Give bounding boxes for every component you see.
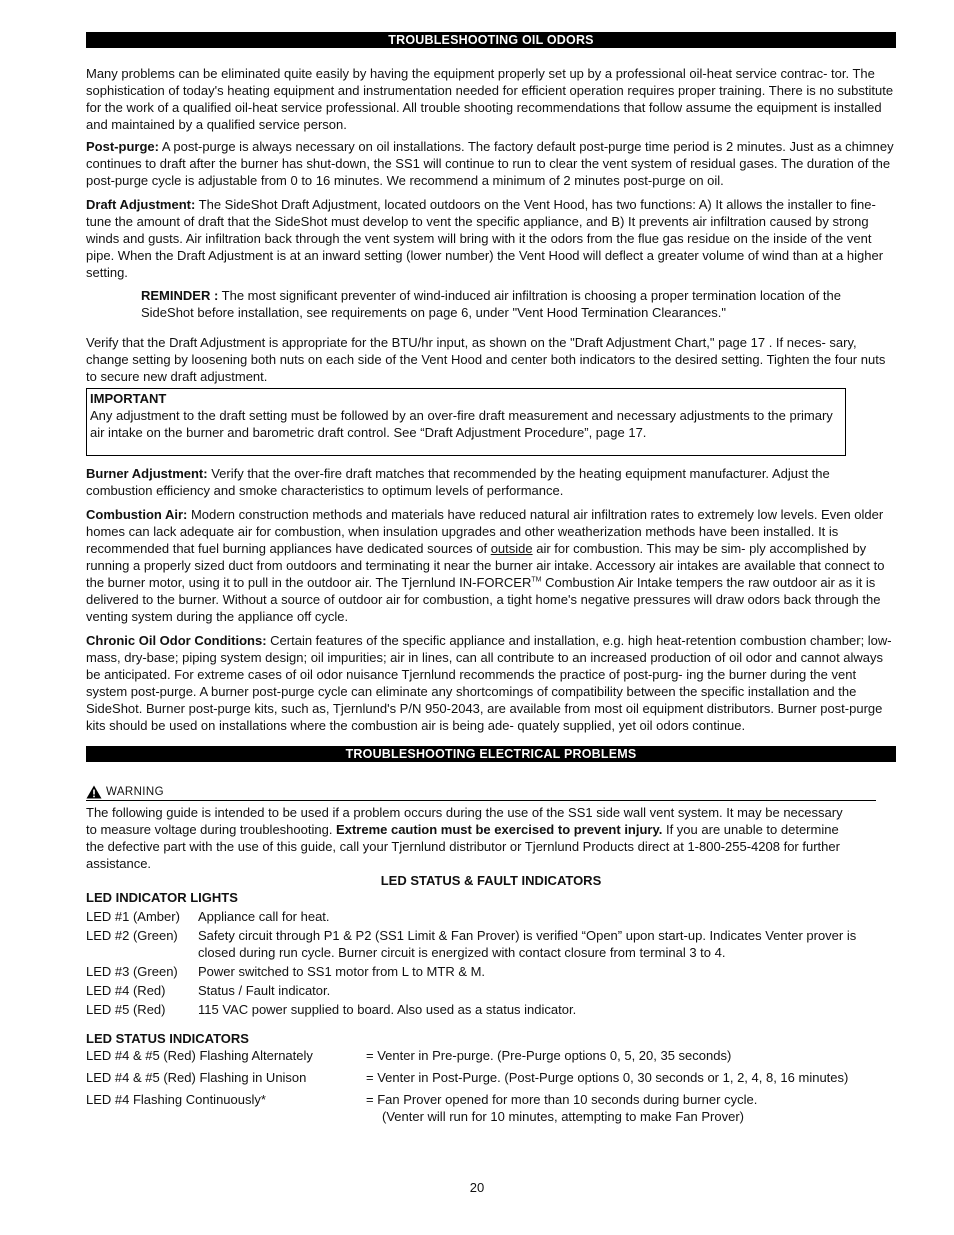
electrical-intro-paragraph <box>86 804 856 872</box>
draft-adjustment-paragraph <box>86 196 896 281</box>
led-row <box>86 1001 896 1018</box>
combustion-air-text-1: Modern construction methods and materials have reduced natural air infiltration rates to extremely low levels. Even older homes can lack adequate air for combustion, when insulation upgrades and other weatherization methods have been installed. It is recommended that fuel burning appliances have dedicated sources of <box>86 507 884 556</box>
reminder-paragraph <box>86 287 896 321</box>
reminder-text: The most significant preventer of wind-induced air infiltration is choosing a proper termination location of the SideShot before installation, see requirements on page 6, under "Vent Hood Termination Clearances." <box>141 288 841 320</box>
section-header-electrical: TROUBLESHOOTING ELECTRICAL PROBLEMS <box>86 746 896 762</box>
post-purge-text: A post-purge is always necessary on oil installations. The factory default post-purge time period is 2 minutes. Just as a chimney continues to draft after the burner has shut-down, the SS1 will continue to run to clear the vent system of residual gases. The duration of the post-purge cycle is adjustable from 0 to 16 minutes. We recommend a minimum of 2 minutes post-purge on oil. <box>86 139 894 188</box>
burner-adjustment-heading: Burner Adjustment: <box>86 466 208 481</box>
combustion-air-heading: Combustion Air: <box>86 507 188 522</box>
important-notice-box <box>86 388 846 456</box>
status-description-note: (Venter will run for 10 minutes, attempting to make Fan Prover) <box>382 1109 744 1124</box>
trademark-mark: TM <box>531 576 542 584</box>
status-description <box>366 1091 896 1125</box>
led-indicator-lights-title: LED INDICATOR LIGHTS <box>86 890 238 905</box>
status-label: LED #4 & #5 (Red) Flashing in Unison <box>86 1070 307 1085</box>
reminder-heading: REMINDER : <box>141 288 219 303</box>
led-description: 115 VAC power supplied to board. Also used as a status indicator. <box>198 1002 577 1017</box>
status-description: = Venter in Post-Purge. (Post-Purge options 0, 30 seconds or 1, 2, 4, 8, 16 minutes) <box>366 1070 849 1085</box>
status-row <box>86 1091 896 1125</box>
led-status-indicators-title: LED STATUS INDICATORS <box>86 1031 249 1046</box>
electrical-intro-text-2: If you are unable to determine the defective part with the use of this guide, call your Tjernlund distributor or Tjernlund Products direct at 1-800-255-4208 for further assistance. <box>86 822 840 871</box>
led-row <box>86 982 896 999</box>
draft-adjustment-text: The SideShot Draft Adjustment, located outdoors on the Vent Hood, has two functions: A) It allows the installer to fine-tune the amount of draft that the SideShot must develop to vent the specific appliance, and B) It prevents air infiltration caused by strong winds and gusts. Air infiltration back through the vent system will bring with it the odors from the flue gas residue on the inside of the vent pipe. When the Draft Adjustment is at an inward setting (lower number) the Vent Hood will deflect a greater volume of wind than at a higher setting. <box>86 197 884 280</box>
warning-label: WARNING <box>106 785 164 798</box>
important-heading: IMPORTANT <box>90 391 167 406</box>
led-label: LED #3 (Green) <box>86 964 178 979</box>
draft-adjustment-heading: Draft Adjustment: <box>86 197 196 212</box>
led-row <box>86 908 896 925</box>
led-label: LED #2 (Green) <box>86 928 178 943</box>
warning-banner <box>86 784 876 801</box>
status-row <box>86 1047 896 1064</box>
status-description-line: = Fan Prover opened for more than 10 seconds during burner cycle. <box>366 1092 758 1107</box>
burner-adjustment-paragraph <box>86 465 896 499</box>
led-label: LED #4 (Red) <box>86 983 166 998</box>
combustion-air-text-3: Combustion Air Intake tempers the raw outdoor air as it is delivered to the burner. Without a source of outdoor air for combustion, a tight home's negative pressures will draw odors back through the venting system during the appliance off cycle. <box>86 575 881 624</box>
chronic-odor-paragraph <box>86 632 896 734</box>
led-status-fault-title: LED STATUS & FAULT INDICATORS <box>380 873 602 888</box>
combustion-air-paragraph <box>86 506 896 625</box>
status-row <box>86 1069 896 1086</box>
post-purge-heading: Post-purge: <box>86 139 159 154</box>
led-description: Appliance call for heat. <box>198 909 330 924</box>
status-label: LED #4 Flashing Continuously* <box>86 1092 266 1107</box>
status-label: LED #4 & #5 (Red) Flashing Alternately <box>86 1048 313 1063</box>
important-text: Any adjustment to the draft setting must be followed by an over-fire draft measurement and necessary adjustments to the primary air intake on the burner and barometric draft control. See “Draft Adjustment Procedure”, page 17. <box>90 408 833 440</box>
led-description: Status / Fault indicator. <box>198 983 331 998</box>
status-description: = Venter in Pre-purge. (Pre-Purge options 0, 5, 20, 35 seconds) <box>366 1048 732 1063</box>
led-description: Safety circuit through P1 & P2 (SS1 Limit & Fan Prover) is verified “Open” upon start-up. Indicates Venter prover is closed during run cycle. Burner circuit is energized with contact closure from terminal 3 to 4. <box>198 928 857 960</box>
combustion-air-text-2: air for combustion. This may be sim- ply accomplished by running a properly sized duct from outdoors and terminating it near the burner air intake. Accessory air intakes are available that connect to the burner motor, using it to pull in the outdoor air. The Tjernlund IN-FORCER <box>86 541 885 590</box>
page-number: 20 <box>469 1180 485 1195</box>
led-label: LED #5 (Red) <box>86 1002 166 1017</box>
post-purge-paragraph <box>86 138 896 189</box>
electrical-intro-text-1: The following guide is intended to be used if a problem occurs during the use of the SS1 side wall vent system. It may be necessary to measure voltage during troubleshooting. <box>86 805 843 837</box>
warning-triangle-icon <box>86 785 102 799</box>
caution-emphasis: Extreme caution must be exercised to prevent injury. <box>336 822 663 837</box>
section-header-oil-odors: TROUBLESHOOTING OIL ODORS <box>86 32 896 48</box>
led-label: LED #1 (Amber) <box>86 909 180 924</box>
status-list <box>86 1047 896 1125</box>
burner-adjustment-text: Verify that the over-fire draft matches that recommended by the heating equipment manufacturer. Adjust the combustion efficiency and smoke characteristics to optimum levels of performance. <box>86 466 830 498</box>
led-row <box>86 927 896 961</box>
manual-page <box>86 32 896 1125</box>
led-description: Power switched to SS1 motor from L to MTR & M. <box>198 964 486 979</box>
led-row <box>86 963 896 980</box>
chronic-odor-text: Certain features of the specific appliance and installation, e.g. high heat-retention combustion chamber; low-mass, dry-base; piping system design; oil impurities; air in lines, can all contribute to an increased production of oil odor and cannot always be anticipated. For extreme cases of oil odor nuisance Tjernlund recommends the practice of post-purg- ing the burner during the vent system post-purge. A burner post-purge cycle can eliminate any shortcomings of compatibility between the specific installation and the SideShot. Burner post-purge kits, such as, Tjernlund's P/N 950-2043, are available from most oil equipment distributors. Burner post-purge kits should be used on installations where the combustion air is being ade- quately supplied, yet oil odors continue. <box>86 633 892 733</box>
outside-emphasis: outside <box>490 541 533 556</box>
intro-paragraph: Many problems can be eliminated quite easily by having the equipment properly set up by a professional oil-heat service contrac- tor. The sophistication of today's heating equipment and instrumentation needed for efficient operation requires proper training. There is no substitute for the work of a qualified oil-heat service professional. All trouble shooting recommendations that follow assume the equipment is installed and maintained by a qualified service person. <box>86 66 894 132</box>
led-list <box>86 908 896 1018</box>
chronic-odor-heading: Chronic Oil Odor Conditions: <box>86 633 267 648</box>
verify-paragraph: Verify that the Draft Adjustment is appropriate for the BTU/hr input, as shown on the "Draft Adjustment Chart," page 17 . If neces- sary, change setting by loosening both nuts on each side of the Vent Hood and center both indicators to the desired setting. Tighten the four nuts to secure new draft adjustment. <box>86 335 886 384</box>
